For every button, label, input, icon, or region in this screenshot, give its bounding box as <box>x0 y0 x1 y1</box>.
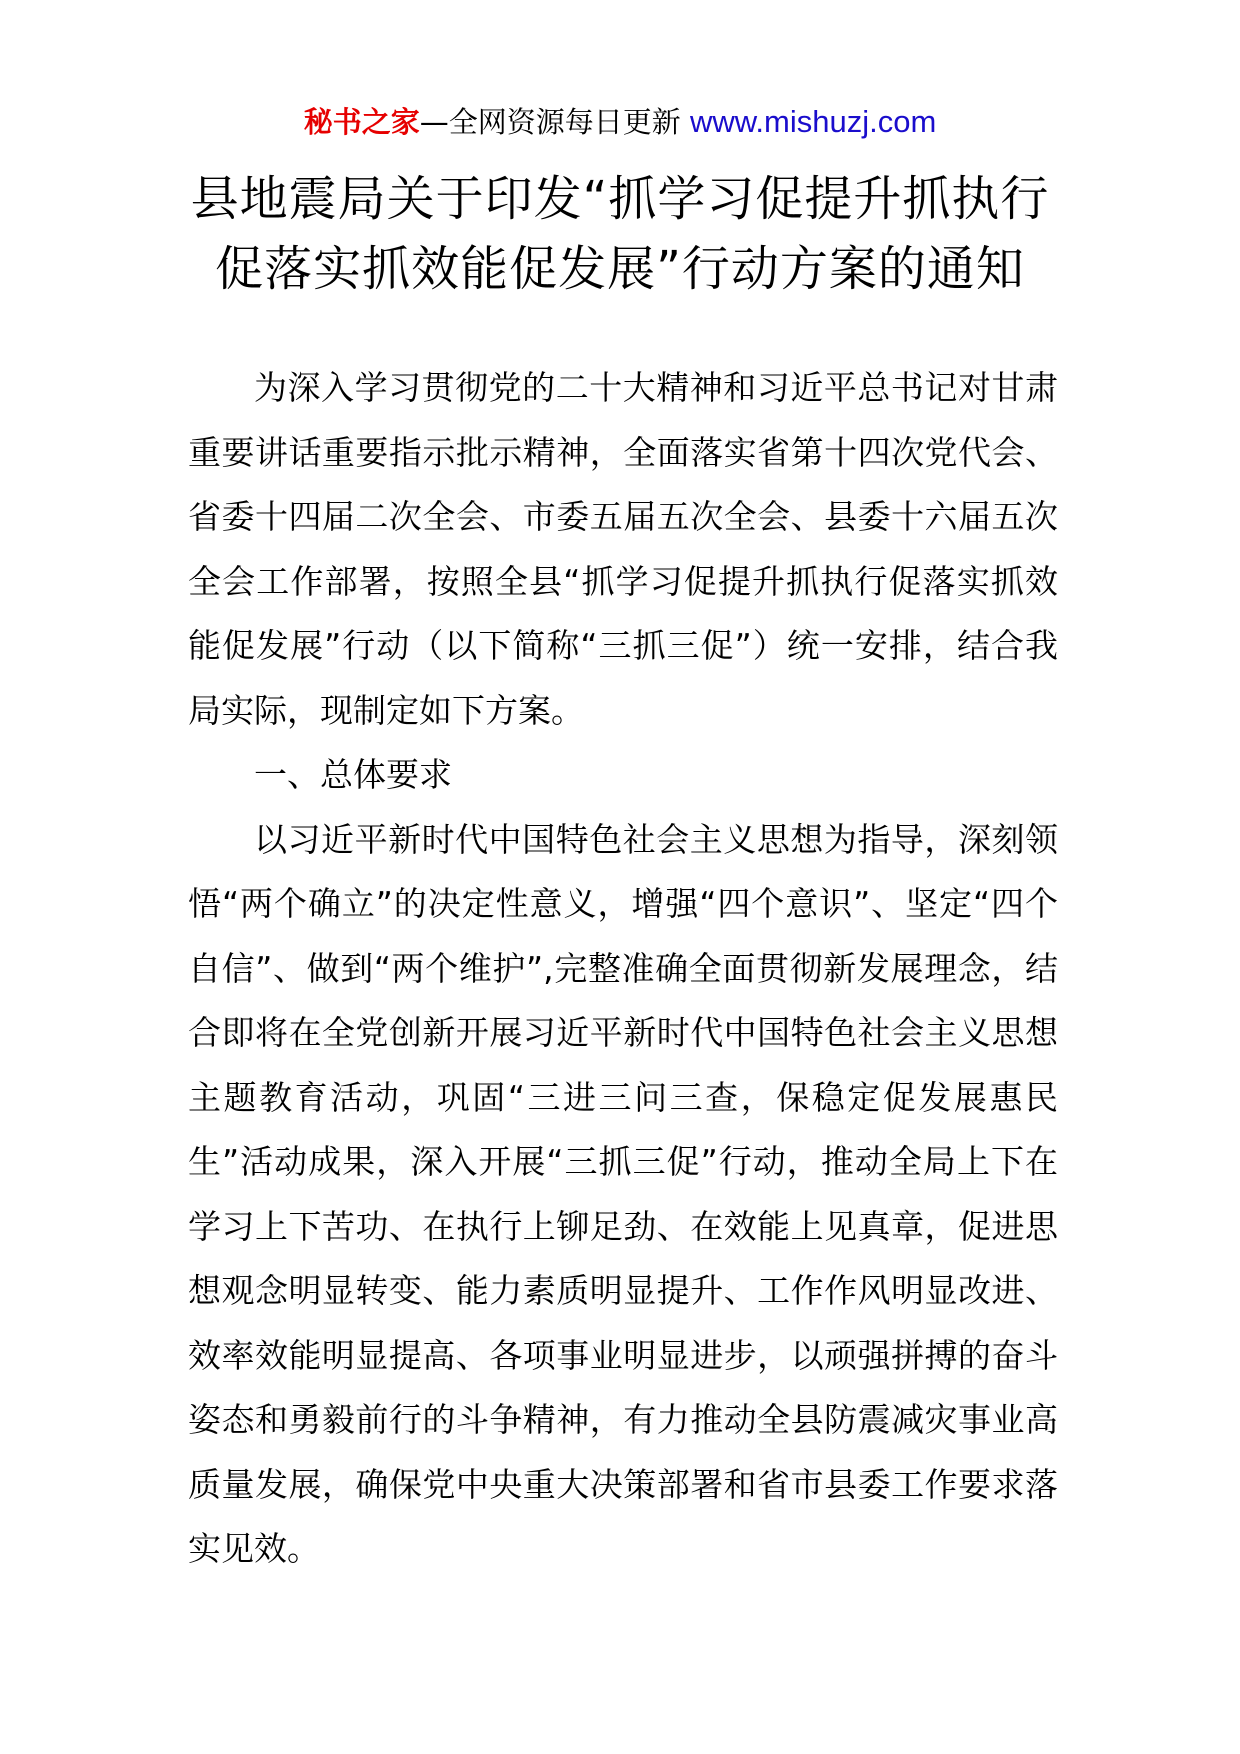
document-title <box>120 164 1120 304</box>
section-heading-general-requirements: 一、总体要求 <box>254 755 452 794</box>
brand-name: 秘书之家 <box>303 105 420 139</box>
site-url-link[interactable]: www.mishuzj.com <box>689 104 937 139</box>
section-paragraph-general-requirements: 以习近平新时代中国特色社会主义思想为指导，深刻领悟“两个确立”的决定性意义，增强“四个意识”、坚定“四个自信”、做到“两个维护”,完整准确全面贯彻新发展理念，结合即将在全党创新开展习近平新时代中国特色社会主义思想主题教育活动，巩固“三进三问三查，保稳定促发展惠民生”活动成果，深入开展“三抓三促”行动，推动全局上下在学习上下苦功、在执行上铆足劲、在效能上见真章，促进思想观念明显转变、能力素质明显提升、工作作风明显改进、效率效能明显提高、各项事业明显进步，以顽强拼搏的奋斗姿态和勇毅前行的斗争精神，有力推动全县防震减灾事业高质量发展，确保党中央重大决策部署和省市县委工作要求落实见效。 <box>188 819 1058 1568</box>
site-banner <box>0 100 1240 144</box>
title-line-1: 县地震局关于印发“抓学习促提升抓执行 <box>190 171 1050 227</box>
title-line-2: 促落实抓效能促发展”行动方案的通知 <box>215 241 1025 297</box>
document-body <box>188 356 1058 1582</box>
banner-slogan: —全网资源每日更新 <box>419 105 681 139</box>
intro-paragraph: 为深入学习贯彻党的二十大精神和习近平总书记对甘肃重要讲话重要指示批示精神，全面落实省第十四次党代会、省委十四届二次全会、市委五届五次全会、县委十六届五次全会工作部署，按照全县“抓学习促提升抓执行促落实抓效能促发展”行动（以下简称“三抓三促”）统一安排，结合我局实际，现制定如下方案。 <box>188 368 1058 730</box>
